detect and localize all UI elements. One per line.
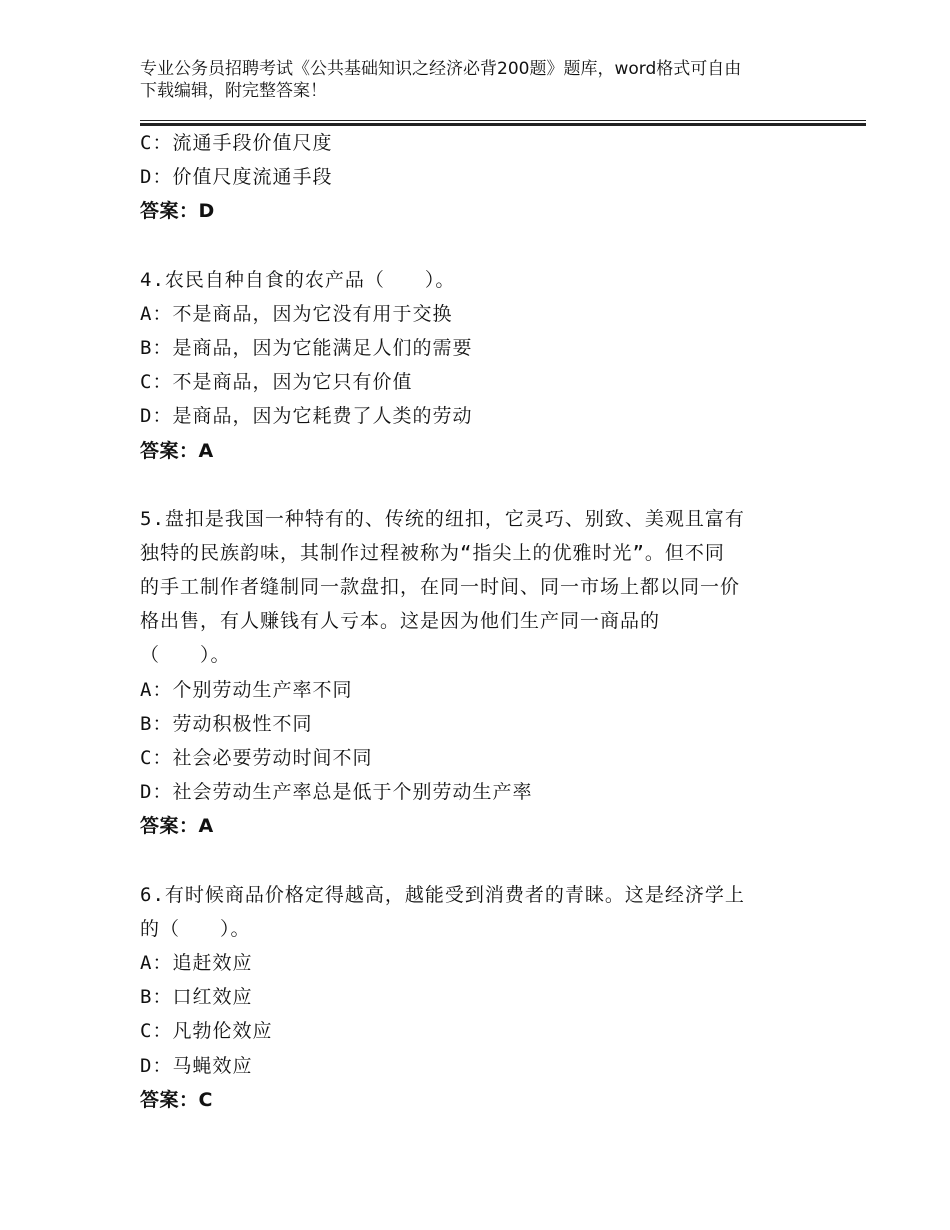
option-d: D：是商品，因为它耗费了人类的劳动 [140, 405, 473, 428]
option-b: B：劳动积极性不同 [140, 712, 313, 735]
option-a: A：个别劳动生产率不同 [140, 678, 353, 701]
spacer [140, 844, 810, 878]
option-c: C：凡勃伦效应 [140, 1020, 273, 1043]
question-stem-line: 5.盘扣是我国一种特有的、传统的纽扣，它灵巧、别致、美观且富有 [140, 507, 745, 530]
option-c: C：不是商品，因为它只有价值 [140, 371, 413, 394]
spacer [140, 229, 810, 263]
option-a: A：不是商品，因为它没有用于交换 [140, 302, 453, 325]
option-c: C：流通手段价值尺度 [140, 132, 333, 154]
option-b: B：是商品，因为它能满足人们的需要 [140, 336, 473, 359]
header-line-1: 专业公务员招聘考试《公共基础知识之经济必背200题》题库，word格式可自由 [140, 59, 742, 79]
question-4 [140, 263, 810, 468]
option-b: B：口红效应 [140, 986, 253, 1009]
answer: 答案：C [140, 1088, 213, 1111]
document-body [140, 126, 810, 1117]
option-a: A：追赶效应 [140, 951, 253, 974]
question-stem-line: （ ）。 [140, 644, 231, 667]
option-d: D：价值尺度流通手段 [140, 166, 333, 189]
question-stem-line: 格出售，有人赚钱有人亏本。这是因为他们生产同一商品的 [140, 610, 661, 633]
question-stem-line: 的手工制作者缝制同一款盘扣，在同一时间、同一市场上都以同一价 [140, 576, 741, 599]
question-stem-line: 独特的民族韵味，其制作过程被称为“指尖上的优雅时光”。但不同 [140, 541, 725, 564]
document-header [140, 58, 810, 102]
question-5 [140, 502, 810, 844]
option-c: C：社会必要劳动时间不同 [140, 747, 373, 769]
answer: 答案：D [140, 200, 215, 223]
answer: 答案：A [140, 439, 214, 462]
question-stem-line: 的（ ）。 [140, 917, 251, 940]
answer: 答案：A [140, 815, 214, 838]
question-6 [140, 878, 810, 1117]
spacer [140, 468, 810, 502]
question-stem: 4.农民自种自食的农产品（ ）。 [140, 268, 456, 291]
header-line-2: 下载编辑，附完整答案！ [140, 81, 327, 101]
header-rule-thin [140, 120, 866, 121]
question-3-tail [140, 126, 810, 229]
question-stem-line: 6.有时候商品价格定得越高，越能受到消费者的青睐。这是经济学上 [140, 883, 745, 906]
option-d: D：社会劳动生产率总是低于个别劳动生产率 [140, 781, 533, 804]
option-d: D：马蝇效应 [140, 1054, 253, 1077]
